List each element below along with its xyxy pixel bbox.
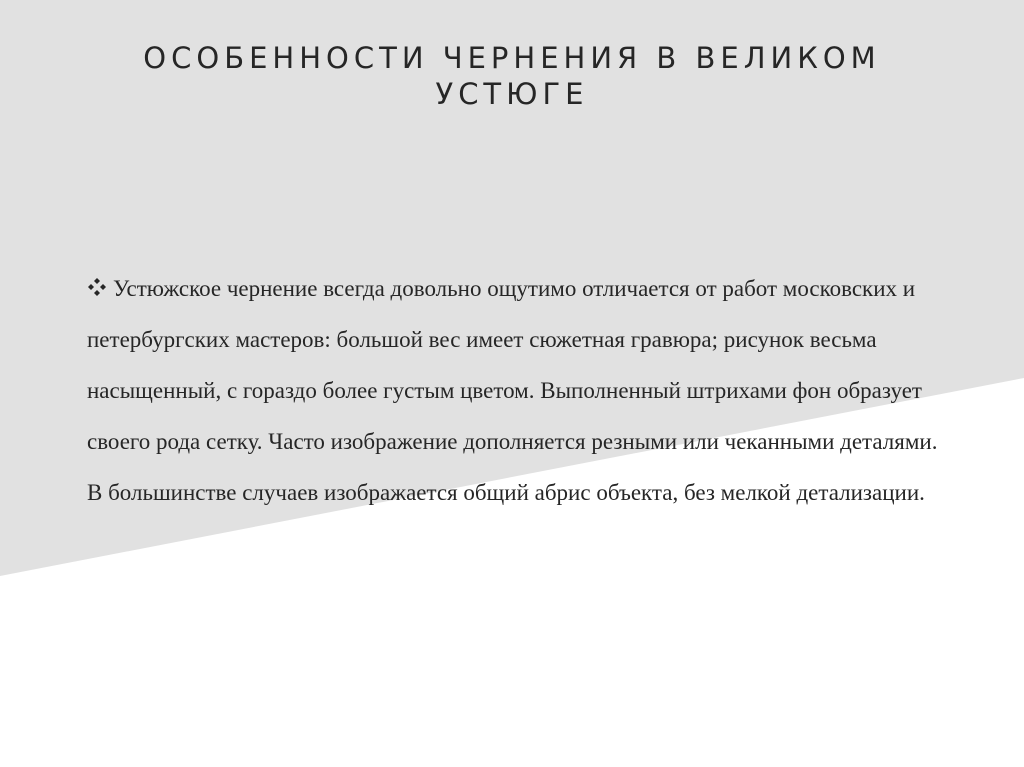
slide-title (60, 40, 964, 112)
title-line-1: ОСОБЕННОСТИ ЧЕРНЕНИЯ В ВЕЛИКОМ (143, 41, 881, 75)
title-line-2: УСТЮГЕ (435, 77, 589, 111)
bullet-text: Устюжское чернение всегда довольно ощутимо отличается от работ московских и петербургских мастеров: большой вес имеет сюжетная гравюра; рисунок весьма насыщенный, с гораздо более густым цветом. Выполненный штрихами фон образует своего рода сетку. Часто изображение дополняется резными или чеканными деталями. В большинстве случаев изображается общий абрис объекта, без мелкой детализации. (87, 276, 938, 505)
bullet-paragraph (87, 263, 947, 518)
diamond-bullet-icon (87, 277, 107, 297)
